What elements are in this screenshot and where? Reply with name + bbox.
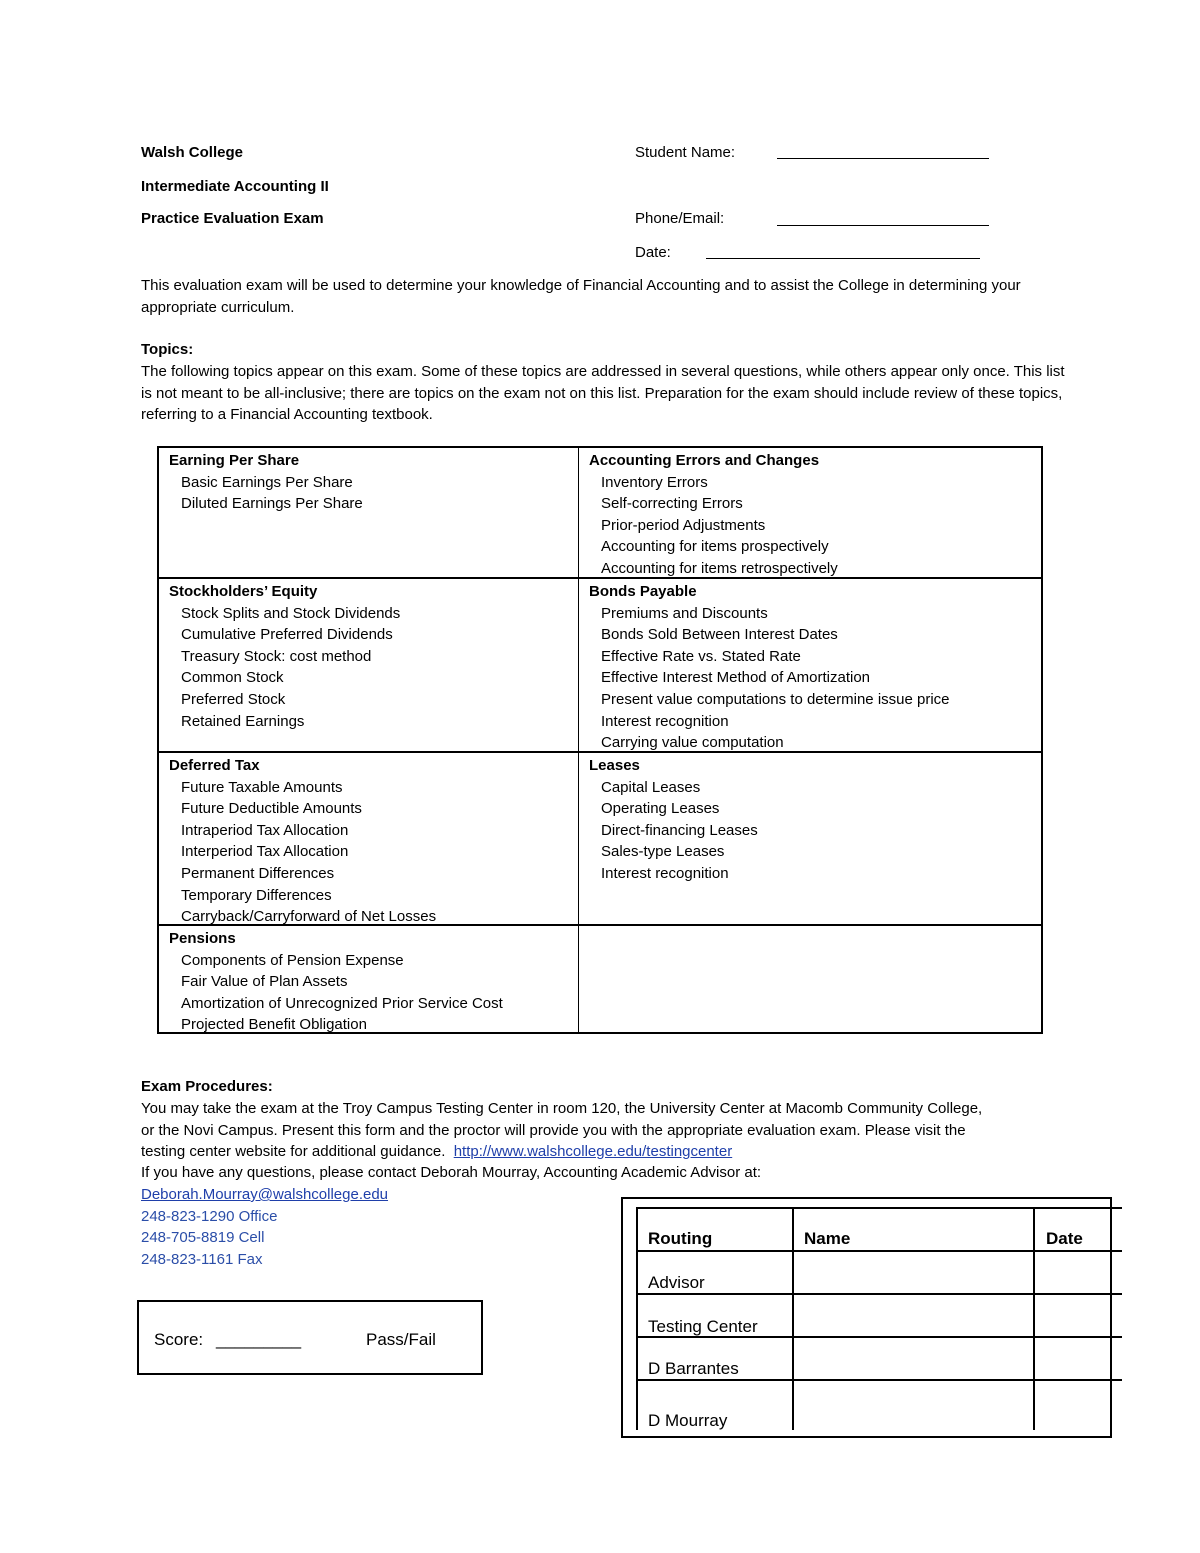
routing-rule [792,1207,794,1430]
topic-item: Future Deductible Amounts [181,800,362,818]
topic-item: Future Taxable Amounts [181,778,343,796]
topic-title: Pensions [169,930,236,947]
topic-cell-pensions [159,926,579,1032]
topic-item: Basic Earnings Per Share [181,473,353,491]
procedures-line: If you have any questions, please contact Deborah Mourray, Accounting Academic Advisor at: [141,1164,762,1181]
routing-rule [1110,1207,1112,1430]
topic-cell-empty [579,926,1041,1032]
date-field[interactable] [706,258,980,259]
topic-item: Capital Leases [601,778,701,796]
topic-item: Projected Benefit Obligation [181,1016,367,1034]
routing-row-testing-center: Testing Center [648,1317,758,1336]
topic-item: Stock Splits and Stock Dividends [181,604,401,622]
topic-item: Present value computations to determine issue price [601,690,950,708]
score-box [137,1300,483,1375]
topic-item: Bonds Sold Between Interest Dates [601,626,838,644]
topic-item: Diluted Earnings Per Share [181,495,363,513]
topic-title: Accounting Errors and Changes [589,452,820,469]
topic-title: Deferred Tax [169,757,260,774]
fax-number: 248-823-1161 Fax [141,1251,263,1268]
advisor-email-link[interactable]: Deborah.Mourray@walshcollege.edu [141,1186,389,1203]
phone-email-label: Phone/Email: [635,210,725,227]
score-blank[interactable]: _________ [216,1330,302,1349]
routing-rule [636,1250,1122,1252]
topic-item: Interperiod Tax Allocation [181,843,349,861]
topic-item: Common Stock [181,669,284,687]
course-name: Intermediate Accounting II [141,178,329,195]
topics-row [159,926,1041,1032]
topics-table [157,446,1043,1034]
topic-item: Interest recognition [601,712,729,730]
routing-rule [636,1293,1122,1295]
procedures-text: testing center website for additional guidance. [141,1143,454,1160]
routing-row-d-mourray: D Mourray [648,1411,728,1430]
topic-item: Accounting for items retrospectively [601,559,838,577]
topic-item: Permanent Differences [181,864,335,882]
topic-item: Cumulative Preferred Dividends [181,626,393,644]
exam-title: Practice Evaluation Exam [141,210,324,227]
testing-center-link[interactable]: http://www.walshcollege.edu/testingcenter [453,1143,733,1160]
topic-item: Preferred Stock [181,690,286,708]
routing-rule [1033,1207,1035,1430]
topic-title: Earning Per Share [169,452,300,469]
topics-heading: Topics: [141,341,194,358]
topic-item: Components of Pension Expense [181,951,404,969]
procedures-line [141,1142,732,1162]
routing-row-d-barrantes: D Barrantes [648,1359,739,1378]
procedures-heading: Exam Procedures: [141,1078,273,1095]
topic-cell-stockholders-equity [159,579,579,751]
topic-item: Interest recognition [601,864,729,882]
routing-header: Routing [648,1229,713,1248]
topic-item: Sales-type Leases [601,843,725,861]
date-label: Date: [635,244,671,261]
procedures-line: or the Novi Campus. Present this form and the proctor will provide you with the appropriate evaluation exam. Please visit the [141,1122,966,1139]
topic-cell-leases [579,753,1041,924]
topic-item: Inventory Errors [601,473,708,491]
student-name-field[interactable] [777,158,989,159]
college-name: Walsh College [141,144,243,161]
score-label: Score: [154,1330,204,1349]
cell-phone: 248-705-8819 Cell [141,1229,265,1246]
topic-item: Carrying value computation [601,734,784,752]
topic-item: Temporary Differences [181,886,332,904]
topic-item: Prior-period Adjustments [601,516,766,534]
topic-title: Leases [589,757,640,774]
student-name-label: Student Name: [635,144,736,161]
topic-title: Bonds Payable [589,583,697,600]
routing-table [636,1207,1122,1430]
topic-cell-earning-per-share [159,448,579,577]
topic-item: Effective Rate vs. Stated Rate [601,647,801,665]
topics-row [159,753,1041,926]
topic-item: Direct-financing Leases [601,821,758,839]
topics-row [159,579,1041,753]
topic-item: Retained Earnings [181,712,305,730]
office-phone: 248-823-1290 Office [141,1208,278,1225]
topic-item: Treasury Stock: cost method [181,647,372,665]
topic-item: Premiums and Discounts [601,604,768,622]
date-header: Date [1046,1229,1083,1248]
topic-cell-accounting-errors [579,448,1041,577]
topic-item: Fair Value of Plan Assets [181,973,348,991]
topics-paragraph: The following topics appear on this exam. Some of these topics are addressed in several questions, while others appear only once. This list is not meant to be all-inclusive; there are topics on the exam not on this list. Preparation for the exam should include review of these topics, referring to a Financial Accounting textbook. [141,363,1065,423]
topic-title: Stockholders’ Equity [169,583,318,600]
topic-item: Operating Leases [601,800,720,818]
routing-rule [636,1207,1122,1209]
routing-rule [636,1379,1122,1381]
topic-item: Intraperiod Tax Allocation [181,821,349,839]
topic-item: Effective Interest Method of Amortization [601,669,871,687]
topic-item: Accounting for items prospectively [601,538,829,556]
topic-cell-bonds-payable [579,579,1041,751]
topics-row [159,448,1041,579]
pass-fail-label: Pass/Fail [366,1330,436,1349]
intro-paragraph: This evaluation exam will be used to determine your knowledge of Financial Accounting and to assist the College in determining your appropriate curriculum. [141,277,1021,316]
routing-row-advisor: Advisor [648,1273,705,1292]
name-header: Name [804,1229,851,1248]
topic-cell-deferred-tax [159,753,579,924]
phone-email-field[interactable] [777,225,989,226]
procedures-line: You may take the exam at the Troy Campus Testing Center in room 120, the University Center at Macomb Community College, [141,1100,983,1117]
topic-item: Self-correcting Errors [601,495,743,513]
routing-rule [636,1207,638,1430]
topic-item: Amortization of Unrecognized Prior Service Cost [181,994,503,1012]
topic-item: Carryback/Carryforward of Net Losses [181,908,437,926]
